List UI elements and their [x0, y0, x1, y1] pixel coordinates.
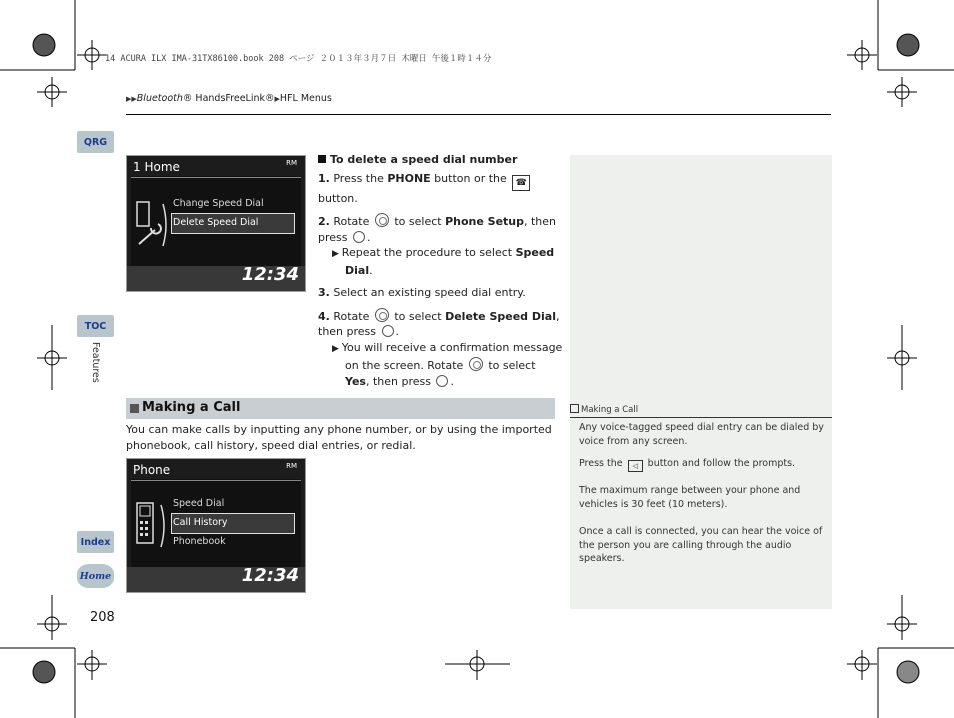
speed-dial-screen-image: [126, 155, 306, 292]
toc-button[interactable]: TOC: [77, 315, 114, 337]
interface-dial-press-icon: [353, 231, 365, 243]
phone-keypad-icon: [135, 501, 169, 551]
breadcrumb: ▶▶Bluetooth® HandsFreeLink®▶HFL Menus: [126, 93, 332, 104]
screen-clock: 12:34: [241, 565, 299, 586]
note-paragraph: The maximum range between your phone and vehicles is 30 feet (10 meters).: [579, 485, 801, 510]
notes-rule: [570, 417, 832, 418]
screen-title: Phone: [133, 463, 171, 477]
header-rule: [126, 114, 831, 115]
making-call-body: You can make calls by inputting any phone number, or by using the imported phonebook, call history, speed dial entries, or redial.: [126, 423, 552, 452]
status-icons: RM: [286, 462, 297, 470]
interface-dial-press-icon: [382, 325, 394, 337]
status-icons: RM: [286, 159, 297, 167]
screen-item: Phonebook: [173, 536, 226, 547]
talk-button-icon: ◁: [628, 460, 643, 472]
interface-dial-rotate-icon: [469, 357, 483, 371]
note-marker-icon: [570, 404, 579, 413]
notes-tag: Making a Call: [570, 404, 638, 415]
print-header: 14 ACURA ILX IMA-31TX86100.book 208 ページ ２０１３年３月７日 木曜日 午後１時１４分: [105, 54, 492, 64]
phone-button-icon: ☎: [512, 175, 530, 191]
phone-menu-screen-image: [126, 458, 306, 593]
screen-item-selected: Call History: [173, 517, 228, 528]
note-paragraph: Once a call is connected, you can hear the voice of the person you are calling through the audio speakers.: [579, 526, 823, 564]
page-number: 208: [90, 610, 115, 625]
note-paragraph: Any voice-tagged speed dial entry can be dialed by voice from any screen.: [579, 422, 824, 447]
delete-heading: To delete a speed dial number: [330, 153, 518, 166]
section-side-label: Features: [90, 342, 101, 383]
qrg-button[interactable]: QRG: [77, 131, 114, 153]
screen-title: 1 Home: [133, 160, 180, 174]
phone-wrench-icon: [135, 200, 169, 250]
interface-dial-rotate-icon: [375, 213, 389, 227]
screen-item: Change Speed Dial: [173, 198, 264, 209]
screen-item: Speed Dial: [173, 498, 225, 509]
delete-speed-dial-steps: To delete a speed dial number 1. Press the PHONE button or the ☎ button. 2. Rotate to select Phone Setup, then press . ▶ Repeat the procedure to select Speed Dial. 3. Select an existing speed dial entry. 4. Rotate to select Delete Speed Dial, then press . ▶ You will receive a confirmation message on the screen. Rotate to select Yes, then press .: [318, 153, 563, 388]
screen-clock: 12:34: [241, 264, 299, 285]
interface-dial-rotate-icon: [375, 308, 389, 322]
making-call-heading: Making a Call: [142, 400, 241, 415]
note-paragraph: Press the ◁ button and follow the prompts.: [579, 458, 796, 470]
home-button[interactable]: Home: [77, 564, 114, 588]
making-call-heading-bar: [126, 398, 555, 419]
screen-item-selected: Delete Speed Dial: [173, 217, 259, 228]
index-button[interactable]: Index: [77, 531, 114, 553]
interface-dial-press-icon: [436, 375, 448, 387]
